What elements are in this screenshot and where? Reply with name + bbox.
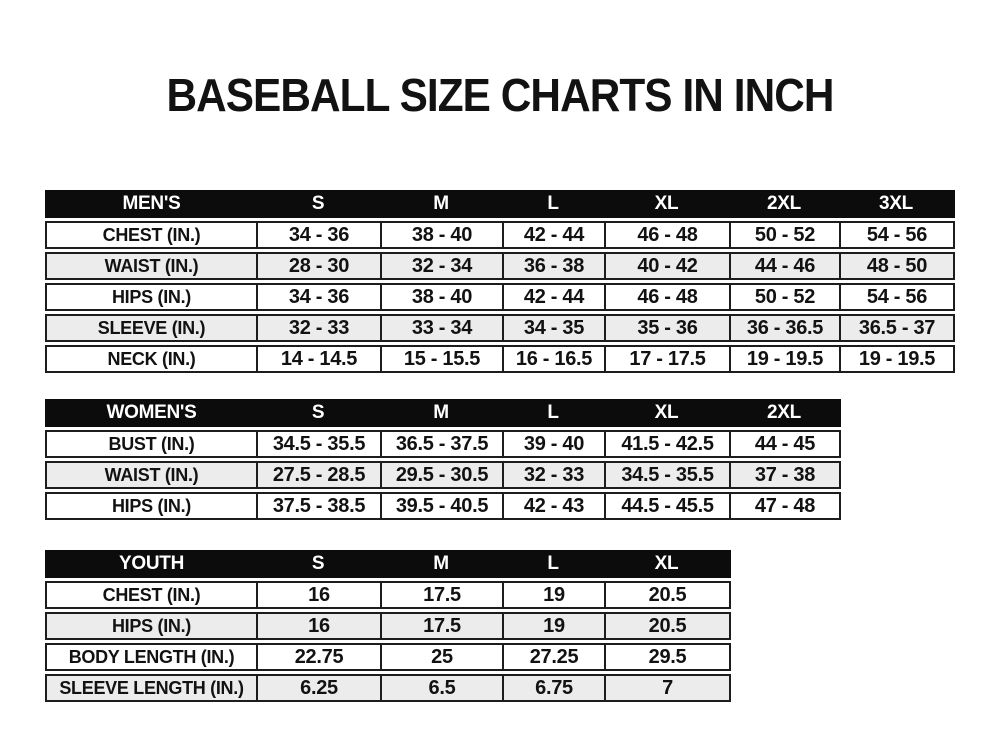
row-label-cell: SLEEVE LENGTH (IN.) (59, 677, 244, 698)
size-value-cell: 19 (502, 614, 604, 638)
row-label-cell: WAIST (IN.) (104, 255, 199, 276)
mens-header-row (45, 190, 955, 218)
column-header-cell: L (547, 553, 559, 574)
table-row (45, 314, 955, 342)
size-value-cell: 39.5 - 40.5 (380, 494, 502, 518)
column-header-cell: 2XL (767, 193, 801, 214)
row-label-cell: HIPS (IN.) (111, 615, 191, 636)
size-value-cell: 6.75 (502, 676, 604, 700)
row-label-cell: BUST (IN.) (108, 433, 195, 454)
size-value-cell: 46 - 48 (604, 223, 729, 247)
size-value-cell: 44 - 46 (729, 254, 839, 278)
column-header-cell: S (311, 553, 325, 574)
table-row (45, 581, 731, 609)
size-value-cell: 29.5 - 30.5 (380, 463, 502, 487)
row-label-cell: CHEST (IN.) (102, 584, 201, 605)
size-value-cell: 16 (256, 614, 380, 638)
table-row (45, 345, 955, 373)
size-value-cell: 36 - 38 (502, 254, 604, 278)
size-value-cell: 44.5 - 45.5 (604, 494, 729, 518)
size-value-cell: 22.75 (256, 645, 380, 669)
table-row (45, 430, 841, 458)
size-value-cell: 17 - 17.5 (604, 347, 729, 371)
size-value-cell: 20.5 (604, 614, 729, 638)
size-value-cell: 25 (380, 645, 502, 669)
size-value-cell: 6.5 (380, 676, 502, 700)
size-value-cell: 39 - 40 (502, 432, 604, 456)
size-value-cell: 46 - 48 (604, 285, 729, 309)
size-value-cell: 32 - 33 (256, 316, 380, 340)
size-value-cell: 17.5 (380, 614, 502, 638)
size-value-cell: 6.25 (256, 676, 380, 700)
column-header-cell: S (311, 193, 325, 214)
size-value-cell: 37.5 - 38.5 (256, 494, 380, 518)
size-value-cell: 36 - 36.5 (729, 316, 839, 340)
table-row (45, 221, 955, 249)
youth-table-title-cell: YOUTH (118, 553, 184, 574)
size-value-cell: 19 - 19.5 (839, 347, 953, 371)
column-header-cell: M (433, 402, 449, 423)
column-header-cell: M (433, 193, 449, 214)
size-value-cell: 42 - 44 (502, 285, 604, 309)
size-value-cell: 42 - 44 (502, 223, 604, 247)
size-value-cell: 34 - 36 (256, 285, 380, 309)
size-value-cell: 42 - 43 (502, 494, 604, 518)
size-value-cell: 54 - 56 (839, 223, 953, 247)
size-value-cell: 28 - 30 (256, 254, 380, 278)
size-value-cell: 34.5 - 35.5 (604, 463, 729, 487)
size-value-cell: 32 - 33 (502, 463, 604, 487)
size-value-cell: 35 - 36 (604, 316, 729, 340)
size-value-cell: 7 (604, 676, 729, 700)
size-value-cell: 20.5 (604, 583, 729, 607)
column-header-cell: XL (654, 402, 679, 423)
womens-header-row (45, 399, 841, 427)
table-row (45, 674, 731, 702)
size-value-cell: 34.5 - 35.5 (256, 432, 380, 456)
table-row (45, 461, 841, 489)
size-value-cell: 36.5 - 37.5 (380, 432, 502, 456)
row-label-cell: CHEST (IN.) (102, 224, 201, 245)
size-value-cell: 54 - 56 (839, 285, 953, 309)
size-value-cell: 19 (502, 583, 604, 607)
column-header-cell: S (311, 402, 325, 423)
size-value-cell: 34 - 35 (502, 316, 604, 340)
size-value-cell: 36.5 - 37 (839, 316, 953, 340)
table-row (45, 252, 955, 280)
size-value-cell: 48 - 50 (839, 254, 953, 278)
table-row (45, 643, 731, 671)
size-value-cell: 34 - 36 (256, 223, 380, 247)
column-header-cell: XL (654, 193, 679, 214)
row-label-cell: HIPS (IN.) (111, 495, 191, 516)
size-value-cell: 38 - 40 (380, 223, 502, 247)
mens-table-title-cell: MEN'S (122, 193, 181, 214)
size-value-cell: 14 - 14.5 (256, 347, 380, 371)
size-value-cell: 44 - 45 (729, 432, 839, 456)
size-value-cell: 40 - 42 (604, 254, 729, 278)
size-value-cell: 27.25 (502, 645, 604, 669)
table-row (45, 492, 841, 520)
size-value-cell: 50 - 52 (729, 285, 839, 309)
size-value-cell: 50 - 52 (729, 223, 839, 247)
size-value-cell: 33 - 34 (380, 316, 502, 340)
row-label-cell: BODY LENGTH (IN.) (68, 646, 235, 667)
column-header-cell: M (433, 553, 449, 574)
row-label-cell: WAIST (IN.) (104, 464, 199, 485)
size-value-cell: 17.5 (380, 583, 502, 607)
size-value-cell: 32 - 34 (380, 254, 502, 278)
size-value-cell: 16 - 16.5 (502, 347, 604, 371)
row-label-cell: NECK (IN.) (107, 348, 196, 369)
size-value-cell: 37 - 38 (729, 463, 839, 487)
youth-size-table (45, 550, 731, 705)
size-value-cell: 15 - 15.5 (380, 347, 502, 371)
size-value-cell: 47 - 48 (729, 494, 839, 518)
page-title: BASEBALL SIZE CHARTS IN INCH (166, 69, 834, 121)
column-header-cell: XL (654, 553, 679, 574)
size-value-cell: 41.5 - 42.5 (604, 432, 729, 456)
youth-header-row (45, 550, 731, 578)
column-header-cell: L (547, 402, 559, 423)
womens-size-table (45, 399, 841, 523)
womens-table-title-cell: WOMEN'S (106, 402, 197, 423)
column-header-cell: 2XL (767, 402, 801, 423)
column-header-cell: L (547, 193, 559, 214)
row-label-cell: HIPS (IN.) (111, 286, 191, 307)
column-header-cell: 3XL (879, 193, 913, 214)
size-value-cell: 38 - 40 (380, 285, 502, 309)
size-value-cell: 29.5 (604, 645, 729, 669)
size-value-cell: 19 - 19.5 (729, 347, 839, 371)
table-row (45, 612, 731, 640)
row-label-cell: SLEEVE (IN.) (97, 317, 206, 338)
table-row (45, 283, 955, 311)
size-value-cell: 16 (256, 583, 380, 607)
size-value-cell: 27.5 - 28.5 (256, 463, 380, 487)
mens-size-table (45, 190, 955, 376)
